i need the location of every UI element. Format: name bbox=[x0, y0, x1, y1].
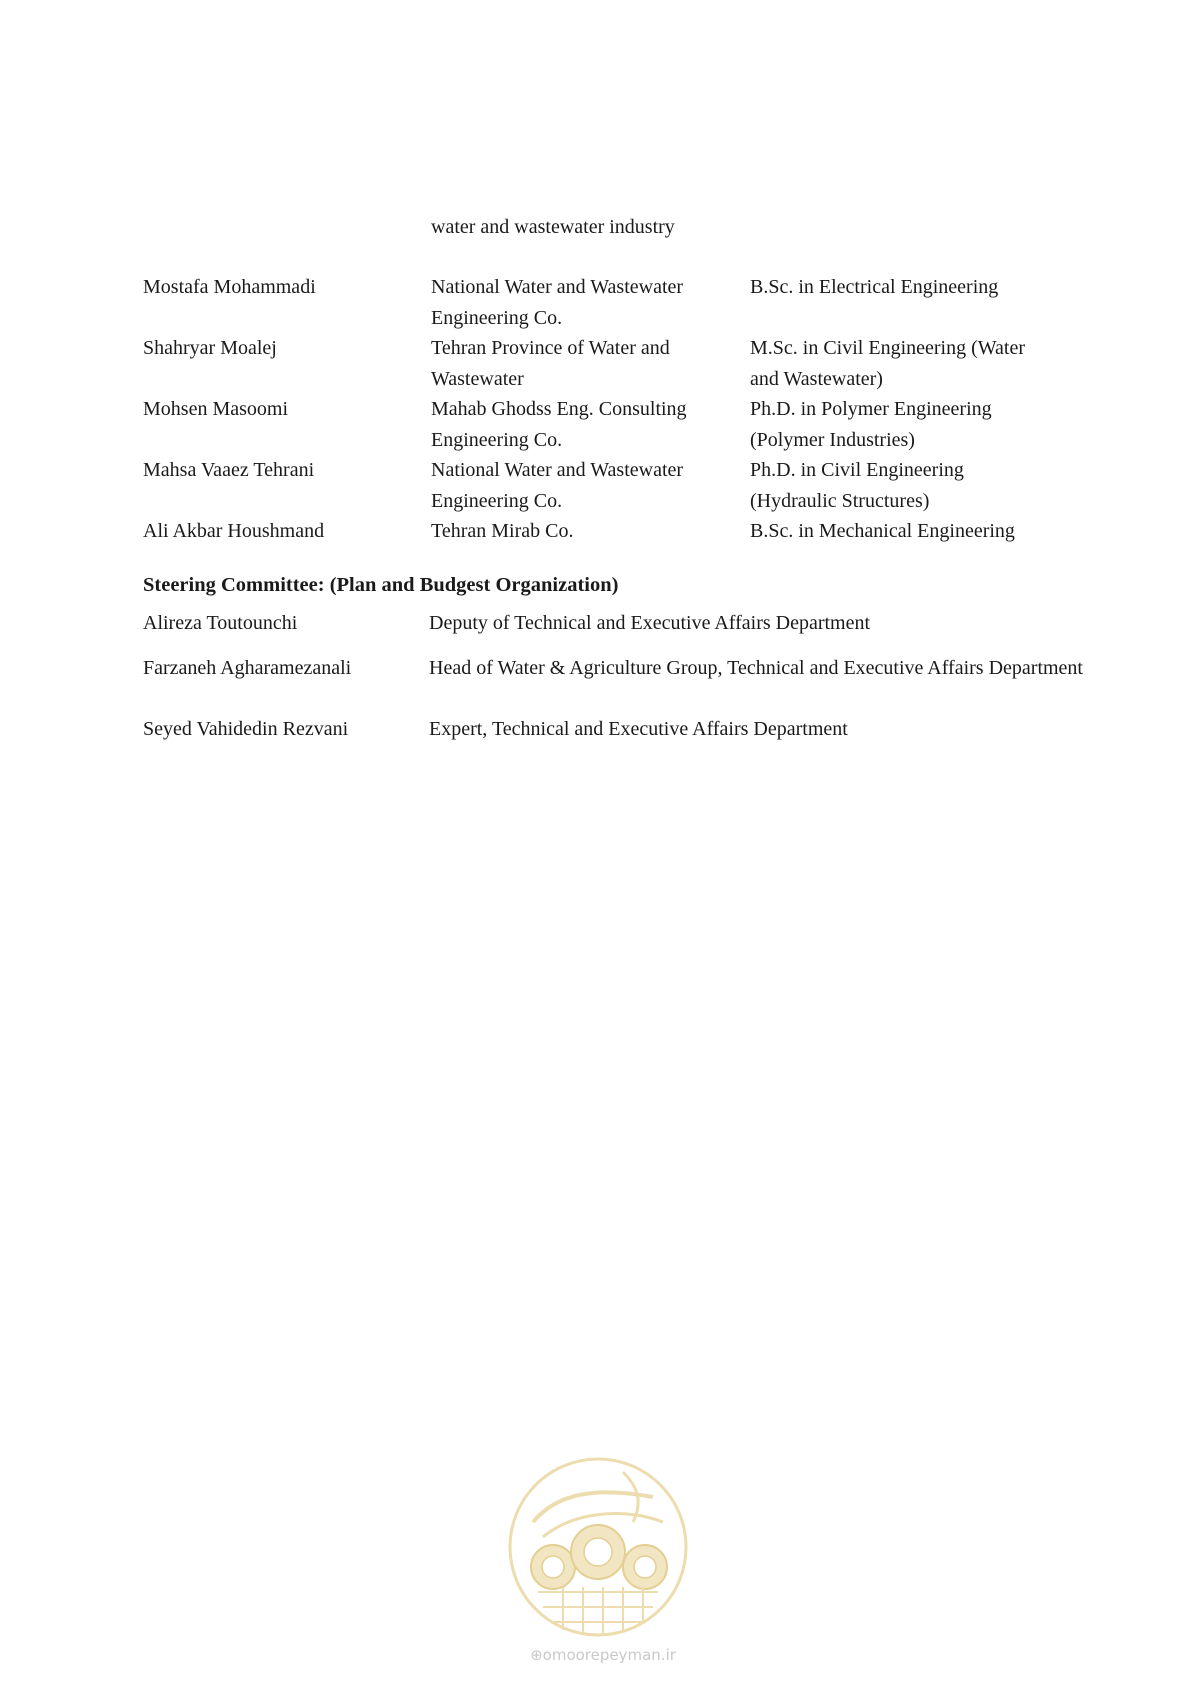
committee-member-name: Farzaneh Agharamezanali bbox=[143, 657, 352, 679]
member-degree bbox=[750, 394, 1090, 455]
degree-line: (Polymer Industries) bbox=[750, 428, 915, 451]
organization-line: Tehran Province of Water and bbox=[431, 337, 670, 359]
member-name: Shahryar Moalej bbox=[143, 337, 277, 359]
degree-line: Ph.D. in Polymer Engineering bbox=[750, 398, 992, 420]
member-name: Mostafa Mohammadi bbox=[143, 276, 316, 298]
member-organization bbox=[431, 394, 731, 455]
member-name: Mohsen Masoomi bbox=[143, 398, 288, 420]
organization-line: Tehran Mirab Co. bbox=[431, 520, 574, 542]
organization-line: Mahab Ghodss Eng. Consulting bbox=[431, 398, 687, 420]
degree-line: Ph.D. in Civil Engineering bbox=[750, 459, 964, 481]
member-organization bbox=[431, 455, 731, 516]
watermark-site-text: omoorepeyman.ir bbox=[542, 1646, 676, 1664]
degree-line: M.Sc. in Civil Engineering (Water bbox=[750, 337, 1025, 359]
member-degree bbox=[750, 272, 1090, 303]
member-degree bbox=[750, 516, 1090, 547]
degree-line: (Hydraulic Structures) bbox=[750, 489, 930, 512]
member-name: Mahsa Vaaez Tehrani bbox=[143, 459, 315, 481]
member-organization bbox=[431, 333, 731, 394]
member-organization bbox=[431, 516, 731, 547]
watermark-site bbox=[513, 1646, 693, 1664]
globe-icon: ⊕ bbox=[530, 1646, 543, 1664]
member-degree bbox=[750, 455, 1090, 516]
organization-line: Engineering Co. bbox=[431, 428, 563, 451]
member-name: Ali Akbar Houshmand bbox=[143, 520, 325, 542]
degree-line: B.Sc. in Electrical Engineering bbox=[750, 276, 999, 298]
organization-line: National Water and Wastewater bbox=[431, 276, 684, 298]
seal-icon bbox=[503, 1452, 693, 1642]
continuation-text: water and wastewater industry bbox=[431, 216, 675, 238]
committee-member-role: Head of Water & Agriculture Group, Technical and Executive Affairs Department bbox=[429, 657, 1083, 679]
member-degree bbox=[750, 333, 1090, 394]
organization-line: National Water and Wastewater bbox=[431, 459, 684, 481]
committee-member-name: Seyed Vahidedin Rezvani bbox=[143, 718, 349, 740]
degree-line: and Wastewater) bbox=[750, 367, 883, 390]
committee-member-role: Expert, Technical and Executive Affairs Department bbox=[429, 718, 848, 740]
degree-line: B.Sc. in Mechanical Engineering bbox=[750, 520, 1015, 542]
member-organization bbox=[431, 272, 731, 333]
committee-member-name: Alireza Toutounchi bbox=[143, 612, 298, 634]
organization-line: Engineering Co. bbox=[431, 489, 563, 512]
organization-line: Wastewater bbox=[431, 367, 524, 390]
committee-member-role: Deputy of Technical and Executive Affairs Department bbox=[429, 612, 871, 634]
steering-committee-heading: Steering Committee: (Plan and Budgest Organization) bbox=[143, 574, 619, 596]
organization-line: Engineering Co. bbox=[431, 306, 563, 329]
